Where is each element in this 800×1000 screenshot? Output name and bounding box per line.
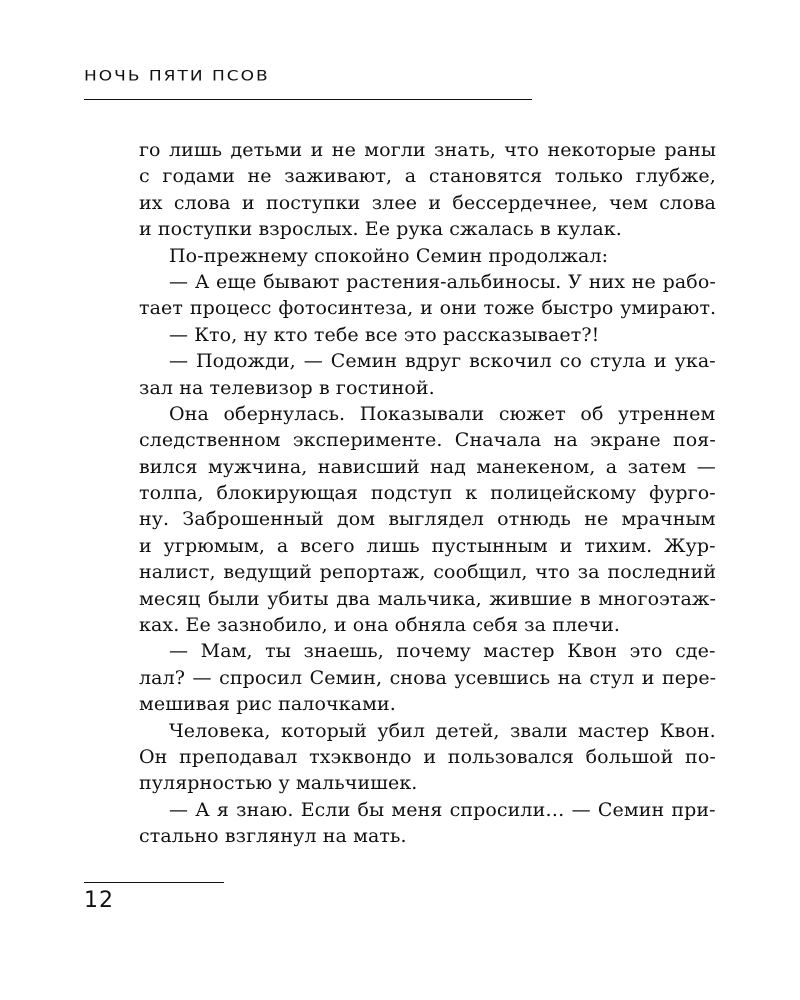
text-line: лал? — спросил Семин, снова усевшись на стул и пере- xyxy=(139,666,717,689)
text-line: Он преподавал тхэквондо и пользовался большой по- xyxy=(139,745,716,768)
footer-rule xyxy=(84,882,224,883)
text-line: Она обернулась. Показывали сюжет об утреннем xyxy=(169,402,716,425)
text-line: налист, ведущий репортаж, сообщил, что за последний xyxy=(139,561,717,584)
text-line: и угрюмым, а всего лишь пустынным и тихим. Жур- xyxy=(139,534,716,557)
text-line: — Мам, ты знаешь, почему мастер Квон это сде- xyxy=(169,640,716,663)
header-rule xyxy=(84,99,532,100)
text-line: и поступки взрослых. Ее рука сжалась в кулак. xyxy=(139,218,622,241)
text-line: — Кто, ну кто тебе все это рассказывает?! xyxy=(169,323,600,346)
text-line: По-прежнему спокойно Семин продолжал: xyxy=(169,244,609,267)
text-line: — А я знаю. Если бы меня спросили… — Семин при- xyxy=(169,798,716,821)
text-line: толпа, блокирующая подступ к полицейскому фурго- xyxy=(139,482,716,505)
text-line: тает процесс фотосинтеза, и они тоже быстро умирают. xyxy=(139,297,717,320)
text-line: вился мужчина, нависший над манекеном, а затем — xyxy=(139,455,716,478)
text-line: пулярностью у мальчишек. xyxy=(139,772,418,795)
text-line: — Подожди, — Семин вдруг вскочил со стула и ука- xyxy=(169,350,716,373)
text-line: — А еще бывают растения-альбиносы. У них не рабо- xyxy=(169,270,716,293)
text-line: стально взглянул на мать. xyxy=(139,825,407,848)
page-body-text xyxy=(139,137,717,850)
text-line: Человека, который убил детей, звали мастер Квон. xyxy=(169,719,716,742)
text-line: ну. Заброшенный дом выглядел отнюдь не мрачным xyxy=(139,508,716,531)
text-line: месяц были убиты два мальчика, жившие в многоэтаж- xyxy=(139,587,716,610)
running-head-title: НОЧЬ ПЯТИ ПСОВ xyxy=(84,68,270,85)
text-line: ках. Ее зазнобило, и она обняла себя за плечи. xyxy=(139,614,621,637)
text-line: с годами не заживают, а становятся только глубже, xyxy=(139,165,716,188)
text-line: зал на телевизор в гостиной. xyxy=(139,376,435,399)
text-line: их слова и поступки злее и бессердечнее, чем слова xyxy=(139,191,716,214)
text-line: мешивая рис палочками. xyxy=(139,693,396,716)
page-number: 12 xyxy=(84,888,114,913)
text-line: следственном эксперименте. Сначала на экране поя- xyxy=(139,429,716,452)
text-line: го лишь детьми и не могли знать, что некоторые раны xyxy=(139,139,717,161)
